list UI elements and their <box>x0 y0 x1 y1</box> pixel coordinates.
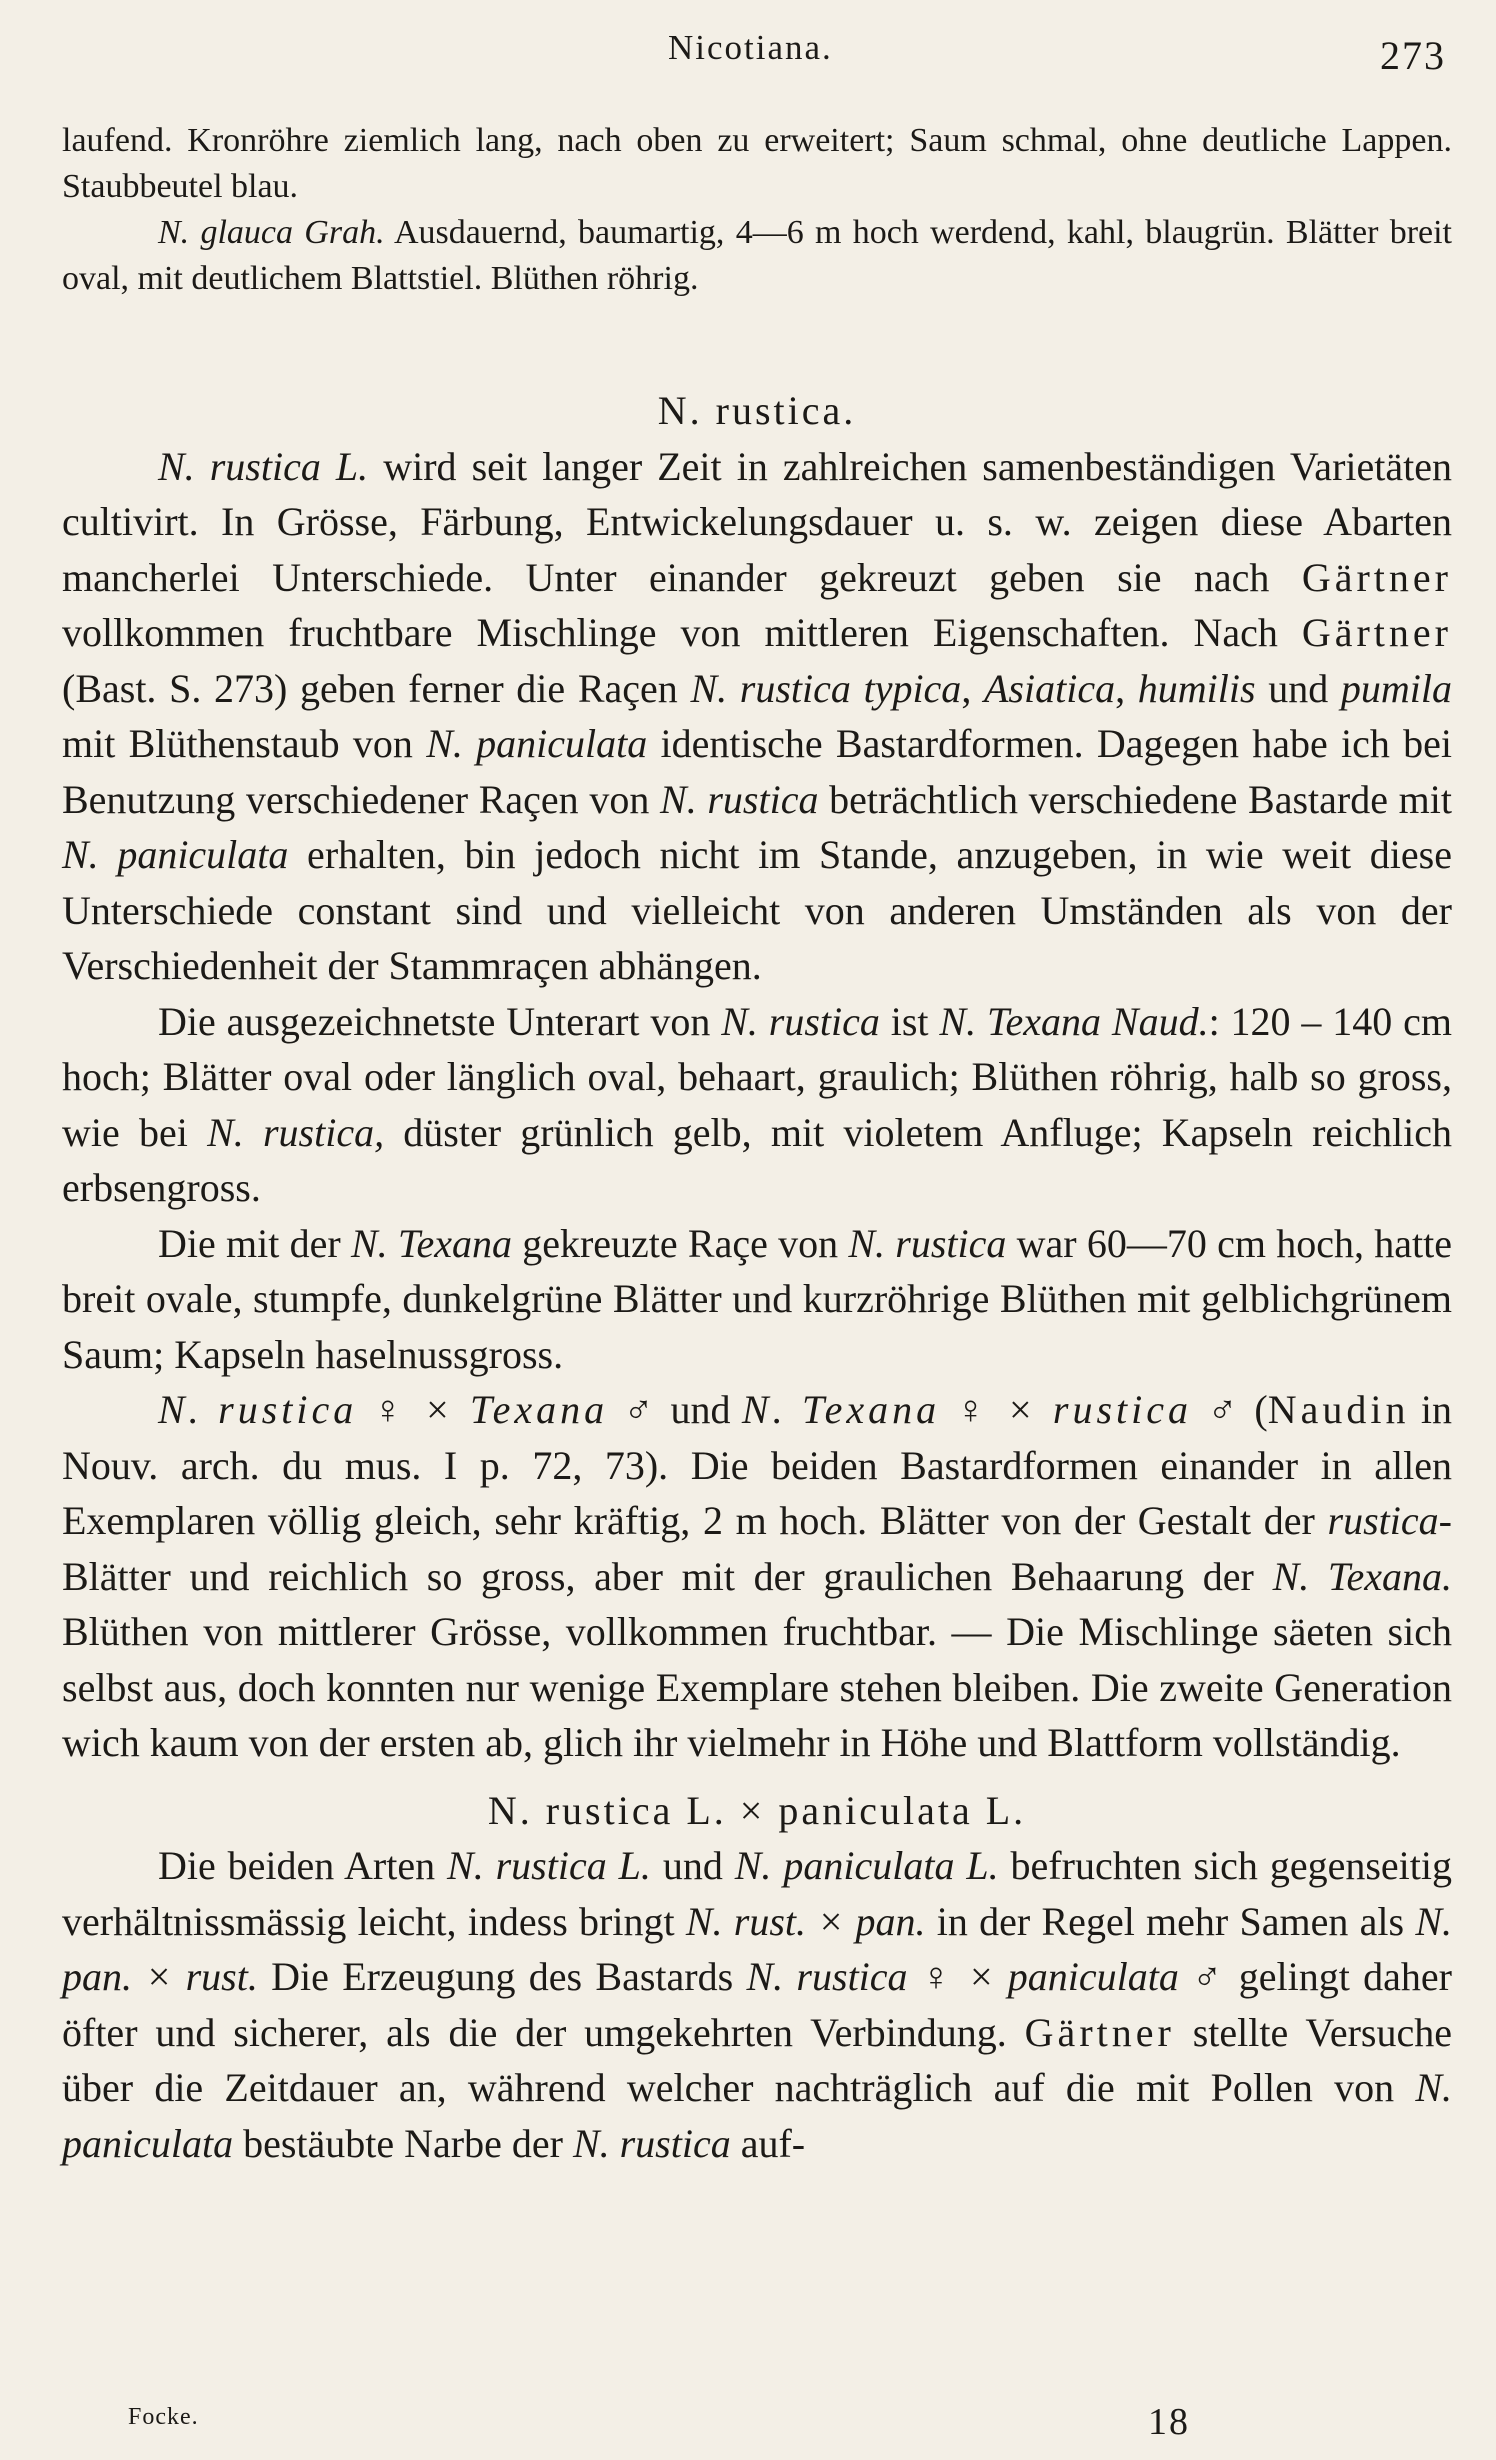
paragraph-rustica-2: Die ausgezeichnetste Unterart von N. rustica ist N. Texana Naud.: 120 – 140 cm hoch; Blätter oval oder länglich oval, behaart, graulich; Blüthen röhrig, halb so gross, wie bei N. rustica, düster grünlich gelb, mit violetem Anfluge; Kapseln reichlich erbsengross. <box>62 998 1453 1210</box>
paragraph-rustica-1: N. rustica L. wird seit langer Zeit in zahlreichen samenbeständigen Varietäten cultivirt. In Grösse, Färbung, Entwickelungsdauer u. s. w. zeigen diese Abarten mancherlei Unterschiede. Unter einander gekreuzt geben sie nach Gärtner vollkommen fruchtbare Mischlinge von mittleren Eigenschaften. Nach Gärtner (Bast. S. 273) geben ferner die Raçen N. rustica typica, Asiatica, humilis und pumila mit Blüthenstaub von N. paniculata identische Bastardformen. Dagegen habe ich bei Benutzung verschiedener Raçen von N. rustica beträchtlich verschiedene Bastarde mit N. paniculata erhalten, bin jedoch nicht im Stande, anzugeben, in wie weit diese Unterschiede constant sind und vielleicht von anderen Umständen als von der Verschiedenheit der Stammraçen abhängen. <box>62 443 1453 988</box>
gathering-number: 18 <box>1148 2401 1190 2443</box>
glauca-paragraph: N. glauca Grah. Ausdauernd, baumartig, 4—6 m hoch werdend, kahl, blaugrün. Blätter breit oval, mit deutlichem Blattstiel. Blüthen röhrig. <box>62 214 1453 297</box>
running-head: Nicotiana. <box>668 28 833 67</box>
intro-block <box>62 118 1452 302</box>
paragraph-cross-1: Die beiden Arten N. rustica L. und N. paniculata L. befruchten sich gegenseitig verhältnissmässig leicht, indess bringt N. rust. × pan. in der Regel mehr Samen als N. pan. × rust. Die Erzeugung des Bastards N. rustica ♀ × paniculata ♂ gelingt daher öfter und sicherer, als die der umgekehrten Verbindung. Gärtner stellte Versuche über die Zeitdauer an, während welcher nachträglich auf die mit Pollen von N. paniculata bestäubte Narbe der N. rustica auf- <box>62 1843 1453 2166</box>
page-footer <box>0 2400 1496 2450</box>
main-text <box>62 383 1452 2171</box>
author-signature-mark: Focke. <box>128 2404 199 2430</box>
paragraph-rustica-3: Die mit der N. Texana gekreuzte Raçe von N. rustica war 60—70 cm hoch, hatte breit ovale, stumpfe, dunkelgrüne Blätter und kurzröhrige Blüthen mit gelblichgrünem Saum; Kapseln haselnussgross. <box>62 1220 1452 1377</box>
paragraph-rustica-4: N. rustica ♀ × Texana ♂ und N. Texana ♀ × rustica ♂ (Naudin in Nouv. arch. du mus. I p. 72, 73). Die beiden Bastardformen einander in allen Exemplaren völlig gleich, sehr kräftig, 2 m hoch. Blätter von der Gestalt der rustica-Blätter und reichlich so gross, aber mit der graulichen Behaarung der N. Texana. Blüthen von mittlerer Grösse, vollkommen fruchtbar. — Die Mischlinge säeten sich selbst aus, doch konnten nur wenige Exemplare stehen bleiben. Die zweite Generation wich kaum von der ersten ab, glich ihr vielmehr in Höhe und Blattform vollständig. <box>62 1387 1453 1765</box>
section-heading-rustica: N. rustica. <box>657 388 857 433</box>
section-heading-cross: N. rustica L. × paniculata L. <box>487 1787 1027 1833</box>
species-name: N. glauca Grah. <box>158 214 385 251</box>
page-number: 273 <box>1380 33 1446 78</box>
intro-paragraph: laufend. Kronröhre ziemlich lang, nach oben zu erweitert; Saum schmal, ohne deutliche Lappen. Staubbeutel blau. <box>62 122 1452 205</box>
page-header <box>0 28 1496 78</box>
